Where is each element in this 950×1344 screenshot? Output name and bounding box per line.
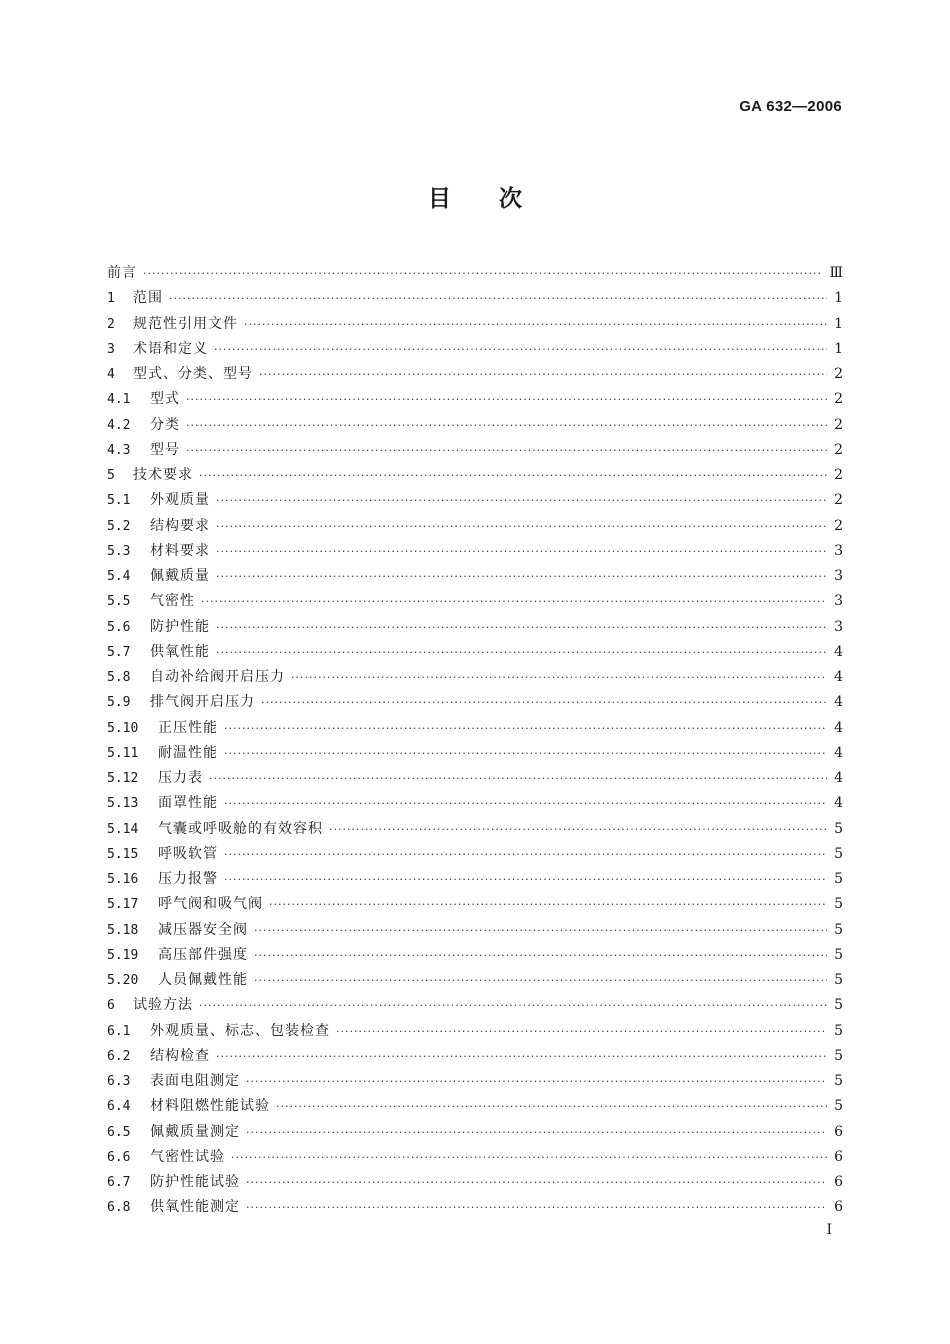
toc-dot-leader <box>269 892 827 917</box>
toc-entry-page: 1 <box>834 290 843 307</box>
toc-dot-leader <box>246 1069 827 1094</box>
toc-entry-label: 压力表 <box>158 770 203 786</box>
toc-dot-leader <box>216 539 827 564</box>
toc-entry-number: 5.13 <box>107 796 139 812</box>
toc-entry[interactable] <box>107 615 843 640</box>
toc-dot-leader <box>224 741 827 766</box>
toc-entry[interactable] <box>107 1170 843 1195</box>
toc-dot-leader <box>254 968 827 993</box>
toc-entry-number: 5.6 <box>107 619 131 635</box>
toc-entry-label: 供氧性能 <box>150 643 210 660</box>
toc-entry-number: 5.3 <box>107 543 131 559</box>
toc-dot-leader <box>216 615 827 640</box>
toc-entry-label: 供氧性能测定 <box>150 1199 240 1216</box>
toc-entry-number: 5.11 <box>107 745 139 761</box>
toc-dot-leader <box>186 413 827 438</box>
toc-entry-label: 结构要求 <box>150 517 210 534</box>
toc-entry-page: 3 <box>834 542 843 559</box>
toc-dot-leader <box>186 438 827 463</box>
toc-dot-leader <box>201 589 827 614</box>
toc-entry-label: 分类 <box>150 416 180 433</box>
toc-entry[interactable] <box>107 387 843 412</box>
toc-entry-page: 2 <box>834 391 843 408</box>
toc-entry[interactable] <box>107 564 843 589</box>
page-number: I <box>826 1222 832 1238</box>
toc-entry[interactable] <box>107 337 843 362</box>
toc-entry-number: 5.18 <box>107 922 139 938</box>
toc-entry-page: 5 <box>834 1098 843 1115</box>
toc-entry-number: 4.1 <box>107 392 131 408</box>
toc-dot-leader <box>336 1019 827 1044</box>
toc-entry-page: 5 <box>834 845 843 862</box>
toc-entry-label: 呼吸软管 <box>158 845 218 862</box>
toc-entry[interactable] <box>107 690 843 715</box>
toc-entry-number: 5.15 <box>107 846 139 862</box>
toc-dot-leader <box>276 1094 827 1119</box>
toc-entry-label: 正压性能 <box>158 719 218 736</box>
toc-entry-label: 气密性 <box>150 593 195 610</box>
toc-dot-leader <box>216 564 827 589</box>
toc-entry[interactable] <box>107 716 843 741</box>
toc-dot-leader <box>246 1170 827 1195</box>
toc-dot-leader <box>216 1044 827 1069</box>
toc-entry[interactable] <box>107 766 843 791</box>
toc-entry[interactable] <box>107 1145 843 1170</box>
toc-entry[interactable] <box>107 892 843 917</box>
toc-entry-number: 5.9 <box>107 695 131 711</box>
toc-entry-number: 6.1 <box>107 1023 131 1039</box>
toc-entry-number: 5.5 <box>107 594 131 610</box>
toc-entry-number: 6.8 <box>107 1200 131 1216</box>
toc-entry-number: 5.14 <box>107 821 139 837</box>
toc-entry-page: 1 <box>834 340 843 357</box>
toc-entry-number: 5.20 <box>107 973 139 988</box>
toc-entry-number: 6.6 <box>107 1149 131 1165</box>
toc-entry[interactable] <box>107 741 843 766</box>
toc-entry[interactable] <box>107 539 843 564</box>
toc-entry-page: 4 <box>834 795 843 812</box>
toc-entry[interactable] <box>107 665 843 690</box>
toc-entry-page: 2 <box>834 517 843 534</box>
toc-entry-page: 3 <box>834 593 843 610</box>
toc-entry[interactable] <box>107 867 843 892</box>
toc-dot-leader <box>254 918 827 943</box>
toc-entry-label: 材料要求 <box>150 542 210 559</box>
toc-entry[interactable] <box>107 488 843 513</box>
toc-entry-number: 5.10 <box>107 720 139 736</box>
toc-entry[interactable] <box>107 463 843 488</box>
toc-entry-label: 防护性能 <box>150 618 210 635</box>
toc-dot-leader <box>214 337 827 362</box>
toc-entry-page: 2 <box>834 441 843 458</box>
toc-entry-page: 5 <box>834 871 843 887</box>
toc-dot-leader <box>224 867 827 892</box>
toc-entry[interactable] <box>107 1019 843 1044</box>
toc-entry-label: 佩戴质量 <box>150 568 210 584</box>
toc-dot-leader <box>244 312 827 337</box>
toc-dot-leader <box>216 640 827 665</box>
toc-entry[interactable] <box>107 261 843 286</box>
toc-entry-number: 5.19 <box>107 947 139 963</box>
toc-dot-leader <box>254 943 827 968</box>
toc-entry-label: 型号 <box>150 441 180 458</box>
toc-entry-label: 防护性能试验 <box>150 1174 240 1190</box>
toc-entry-page: 3 <box>834 618 843 635</box>
toc-entry-number: 6.4 <box>107 1099 131 1115</box>
toc-entry-label: 型式、分类、型号 <box>133 366 253 382</box>
toc-entry[interactable] <box>107 589 843 614</box>
toc-entry-page: 4 <box>834 669 843 685</box>
toc-entry-label: 气囊或呼吸舱的有效容积 <box>158 820 323 837</box>
toc-entry[interactable] <box>107 817 843 842</box>
toc-entry-page: 4 <box>834 643 843 660</box>
toc-dot-leader <box>224 791 827 816</box>
toc-entry-number: 6.5 <box>107 1124 131 1140</box>
toc-entry[interactable] <box>107 1195 843 1220</box>
toc-dot-leader <box>246 1195 827 1220</box>
toc-entry-label: 压力报警 <box>158 871 218 887</box>
toc-entry-number: 5.8 <box>107 670 131 685</box>
toc-entry-page: 4 <box>834 744 843 761</box>
toc-entry-number: 4 <box>107 367 115 382</box>
toc-entry-label: 高压部件强度 <box>158 946 248 963</box>
toc-entry-number: 3 <box>107 341 115 357</box>
toc-entry-label: 材料阻燃性能试验 <box>150 1098 270 1115</box>
toc-entry-number: 5.4 <box>107 569 131 584</box>
toc-dot-leader <box>259 362 827 387</box>
toc-entry[interactable] <box>107 362 843 387</box>
toc-entry-number: 5.2 <box>107 518 131 534</box>
toc-entry-number: 1 <box>107 291 115 307</box>
toc-entry-label: 范围 <box>133 290 163 307</box>
toc-entry-page: 5 <box>834 972 843 988</box>
toc-entry-number: 5.16 <box>107 872 139 887</box>
toc-entry-number: 6.3 <box>107 1074 131 1089</box>
toc-entry-number: 5.17 <box>107 897 139 913</box>
toc-entry-page: 5 <box>834 946 843 963</box>
toc-entry-page: 4 <box>834 770 843 786</box>
toc-entry-label: 规范性引用文件 <box>133 315 238 332</box>
toc-entry[interactable] <box>107 438 843 463</box>
toc-entry-label: 试验方法 <box>133 997 193 1014</box>
toc-entry[interactable] <box>107 943 843 968</box>
toc-entry-label: 型式 <box>150 391 180 408</box>
toc-entry-page: 5 <box>834 820 843 837</box>
toc-entry-number: 6.7 <box>107 1175 131 1190</box>
toc-entry-label: 佩戴质量测定 <box>150 1123 240 1140</box>
toc-entry[interactable] <box>107 791 843 816</box>
toc-entry-page: 4 <box>834 719 843 736</box>
toc-dot-leader <box>209 766 827 791</box>
toc-entry-label: 结构检查 <box>150 1047 210 1064</box>
toc-dot-leader <box>216 488 827 513</box>
toc-entry-page: 5 <box>834 921 843 938</box>
toc-entry[interactable] <box>107 1069 843 1094</box>
toc-entry-page: 2 <box>834 416 843 433</box>
toc-entry-page: 6 <box>834 1174 843 1190</box>
toc-entry-label: 呼气阀和吸气阀 <box>158 896 263 913</box>
toc-entry-page: 6 <box>834 1199 843 1216</box>
toc-entry-label: 气密性试验 <box>150 1148 225 1165</box>
toc-entry[interactable] <box>107 968 843 993</box>
toc-entry-page: 2 <box>834 492 843 509</box>
toc-dot-leader <box>216 514 827 539</box>
toc-entry-page: 5 <box>834 1073 843 1089</box>
toc-entry-page: 5 <box>834 1022 843 1039</box>
toc-dot-leader <box>231 1145 827 1170</box>
toc-entry-page: 1 <box>834 315 843 332</box>
toc-entry-number: 4.2 <box>107 417 131 433</box>
toc-entry-label: 表面电阻测定 <box>150 1073 240 1089</box>
toc-dot-leader <box>261 690 827 715</box>
toc-entry-number: 5.7 <box>107 644 131 660</box>
toc-entry-number: 4.3 <box>107 442 131 458</box>
toc-dot-leader <box>246 1120 827 1145</box>
toc-entry-number: 5 <box>107 468 115 483</box>
toc-entry-number: 2 <box>107 316 115 332</box>
toc-entry-number: 6.2 <box>107 1048 131 1064</box>
toc-entry-page: 5 <box>834 896 843 913</box>
table-of-contents <box>107 261 843 1221</box>
toc-entry-label: 面罩性能 <box>158 795 218 812</box>
toc-entry[interactable] <box>107 514 843 539</box>
toc-entry-page: 4 <box>834 694 843 711</box>
toc-dot-leader <box>329 817 827 842</box>
toc-entry-page: 5 <box>834 997 843 1014</box>
toc-entry-label: 外观质量 <box>150 492 210 509</box>
toc-entry[interactable] <box>107 918 843 943</box>
toc-dot-leader <box>186 387 827 412</box>
toc-entry[interactable] <box>107 286 843 311</box>
toc-dot-leader <box>169 286 827 311</box>
toc-entry-page: 6 <box>834 1123 843 1140</box>
toc-entry-label: 外观质量、标志、包装检查 <box>150 1022 330 1039</box>
toc-entry-label: 人员佩戴性能 <box>158 972 248 988</box>
toc-entry-page: 6 <box>834 1148 843 1165</box>
page-title: 目次 <box>428 186 570 212</box>
toc-entry-label: 前言 <box>107 265 137 281</box>
toc-entry[interactable] <box>107 413 843 438</box>
toc-entry-page: 2 <box>834 467 843 483</box>
toc-entry-number: 5.12 <box>107 771 139 786</box>
toc-entry[interactable] <box>107 1094 843 1119</box>
toc-entry-label: 耐温性能 <box>158 744 218 761</box>
toc-dot-leader <box>291 665 827 690</box>
toc-entry[interactable] <box>107 1120 843 1145</box>
document-code: GA 632—2006 <box>739 98 842 115</box>
toc-entry-label: 术语和定义 <box>133 340 208 357</box>
toc-entry[interactable] <box>107 640 843 665</box>
toc-dot-leader <box>224 842 827 867</box>
toc-entry-page: Ⅲ <box>829 265 843 281</box>
toc-dot-leader <box>199 463 827 488</box>
toc-dot-leader <box>224 716 827 741</box>
toc-entry-page: 5 <box>834 1047 843 1064</box>
toc-entry-label: 减压器安全阀 <box>158 921 248 938</box>
toc-entry-number: 5.1 <box>107 493 131 509</box>
toc-entry[interactable] <box>107 842 843 867</box>
toc-entry-page: 3 <box>834 568 843 584</box>
toc-entry[interactable] <box>107 993 843 1018</box>
toc-entry-page: 2 <box>834 366 843 382</box>
toc-dot-leader <box>143 261 823 286</box>
toc-entry-number: 6 <box>107 998 115 1014</box>
toc-entry-label: 技术要求 <box>133 467 193 483</box>
toc-entry-label: 排气阀开启压力 <box>150 694 255 711</box>
toc-entry[interactable] <box>107 312 843 337</box>
toc-entry[interactable] <box>107 1044 843 1069</box>
toc-entry-label: 自动补给阀开启压力 <box>150 669 285 685</box>
toc-dot-leader <box>199 993 827 1018</box>
